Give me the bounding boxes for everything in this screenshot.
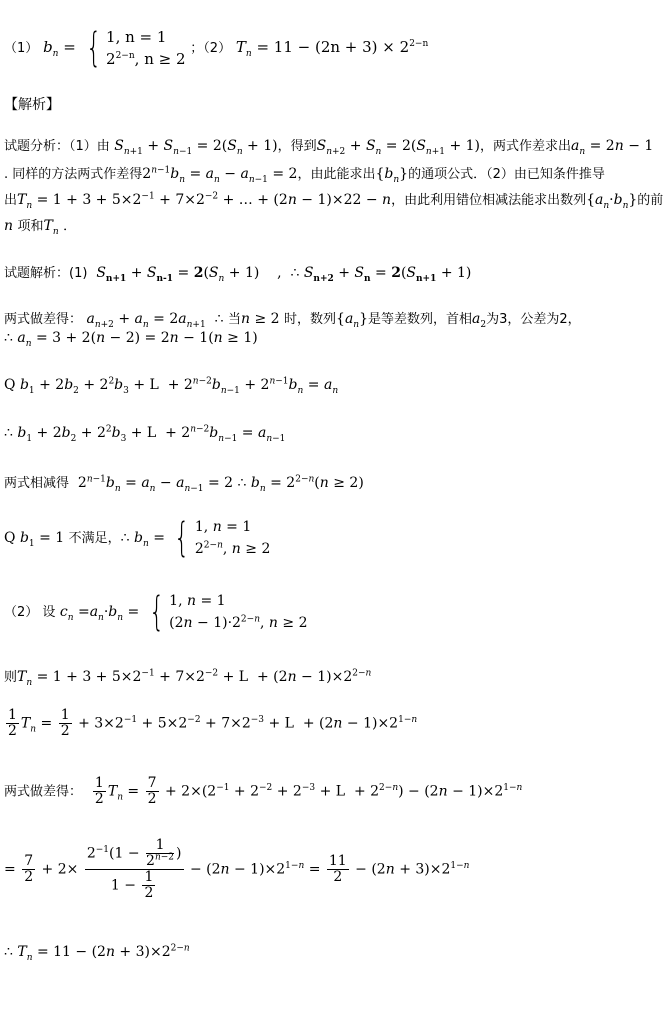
solution-p2-label: （2） 设 <box>4 605 56 620</box>
solution-text: 为3，公差为2， <box>486 312 581 327</box>
analysis-text: ，由此能求出 <box>297 167 376 182</box>
answer-part1-label: （1） <box>4 41 39 56</box>
solution-diff2-label: 两式做差得： <box>4 784 83 800</box>
solution-line7: Q $b_1 = 1$ 不满足，∴ $b_n$ = { 1, n = 1 $2^{2-n}$, n ≥ 2 <box>4 515 271 561</box>
solution-text: 时，数列 <box>284 312 337 327</box>
answer-t: T <box>235 38 246 56</box>
solution-text: 不满足， <box>68 531 121 546</box>
analysis-text: ，由此利用错位相减法能求出数列 <box>391 193 587 208</box>
analysis-text: ，两式作差求出 <box>480 139 572 154</box>
analysis-text: 的通项公式．（2）由已知条件推导 <box>408 167 605 182</box>
answer-t-exp: 2−n <box>409 39 429 49</box>
analysis-text: 的前 <box>637 193 663 208</box>
answer-case1: 1, n = 1 <box>106 28 167 46</box>
analysis-line2: . 同样的方法两式作差得$2^{n-1}b_n = a_n - a_{n-1} = 2$，由此能求出$\{b_n\}$的通项公式．（2）由已知条件推导 <box>4 165 605 185</box>
analysis-line3: 出$T_n = 1 + 3 + 5\times 2^{-1} + 7\times 2^{-2}$ + … + (2n − 1)×22 − n，由此利用错位相减法能求出数列$\{a_n\cdot b_n\}$的前 <box>4 191 663 211</box>
solution-line6: 两式相减得 $2^{n-1}b_n = a_n - a_{n-1} = 2$ ∴ $b_n = 2^{2-n}(n \ge 2)$ <box>4 474 364 494</box>
solution-line9: 则$T_n = 1 + 3 + 5\times 2^{-1} + 7\times 2^{-2} + L + (2n - 1)\times 2^{2-n}$ <box>4 668 372 688</box>
solution-line10: $\frac{1}{2}$ $T_n$ = $\frac{1}{2}$ + $3\times 2^{-1} + 5\times 2^{-2} + 7\times 2^{-3} + L + (2n - 1)\times 2^{1-n}$ <box>8 707 418 739</box>
answer-cases: { 1, n = 1 $2^{2-n}$, n ≥ 2 <box>85 25 186 71</box>
answer-line: （1） $b_n$ = { 1, n = 1 $2^{2-n}$, n ≥ 2 ；（2） $T_n = 11 - (2n + 3) \times 2^{2-n}$ <box>4 25 429 71</box>
solution-line5: ∴ $b_1 + 2b_2 + 2^2b_3 + L + 2^{n-2}b_{n-1} = a_{n-1}$ <box>4 424 286 444</box>
analysis-text: ，得到 <box>277 139 317 154</box>
solution-line8: （2） 设 $c_n =a_n\cdot b_n$ = { 1, n = 1 $(2n - 1)\cdot 2^{2-n}$, n ≥ 2 <box>4 589 308 635</box>
answer-t-rhs: = 11 − (2n + 3) × 2 <box>256 38 410 56</box>
analysis-line1: 试题分析：（1）由 $S_{n+1} + S_{n-1} = 2(S_n + 1)$，得到$S_{n+2} + S_n = 2(S_{n+1} + 1)$，两式作差求出$a_n = 2n - 1$ <box>4 138 654 157</box>
solution-text: 当 <box>227 312 241 327</box>
analysis-line4: n 项和$T_n$ ． <box>4 218 77 237</box>
cn-cases: { 1, n = 1 $(2n - 1)\cdot 2^{2-n}$, n ≥ 2 <box>148 589 308 635</box>
solution-label: 试题解析：(1) <box>4 266 88 281</box>
answer-case2-cond: , n ≥ 2 <box>134 50 186 68</box>
analysis-text: . 同样的方法两式作差得 <box>4 167 143 182</box>
answer-case2-exp: 2−n <box>115 51 135 61</box>
analysis-text: 出 <box>4 193 18 208</box>
answer-b: b <box>43 38 53 56</box>
solution-line13: ∴ $T_n = 11 - (2n + 3)\times 2^{2-n}$ <box>4 943 190 963</box>
solution-sub-label: 两式相减得 <box>4 476 70 491</box>
solution-line12: = $\frac{7}{2}$ + 2× $2^{-1}(1$ − $\frac{1}{2^{n-2}}$ ) 1 − $\frac{1}{2}$ − $(2n - 1)\times 2^{1-n}$ = $\frac{11}{2}$ − $(2n + 3)\times 2^{1-n}$ <box>4 837 470 901</box>
solution-line11: 两式做差得： $\frac{1}{2}$ $T_n$ = $\frac{7}{2}$ + $2\times(2^{-1} + 2^{-2} + 2^{-3} + L + 2^{2-n}) - (2n - 1)\times 2^{1-n}$ <box>4 775 523 807</box>
section-title: 【解析】 <box>4 97 60 113</box>
answer-sep: ；（2） <box>190 41 232 56</box>
solution-line1: 试题解析：(1) $S_{n+1} + S_{n-1} = 2(S_n + 1)$ , ∴ $S_{n+2} + S_n = 2(S_{n+1} + 1)$ <box>4 265 472 284</box>
solution-line4: Q $b_1 + 2b_2 + 2^2b_3 + L + 2^{n-2}b_{n-1} + 2^{n-1}b_n = a_n$ <box>4 376 339 396</box>
analysis-text: 试题分析：（1）由 <box>4 139 110 154</box>
solution-line3: ∴ $a_n = 3 + 2(n - 2) = 2n - 1(n \ge 1)$ <box>4 330 258 349</box>
solution-line2: 两式做差得： $a_{n+2} + a_n = 2a_{n+1}$ ∴ 当n ≥ 2 时，数列$\{a_n\}$是等差数列，首相$a_2$为3，公差为2， <box>4 311 581 330</box>
solution-diff-label: 两式做差得： <box>4 312 83 327</box>
answer-case2: 2 <box>106 50 116 68</box>
analysis-text: 项和 <box>17 219 44 234</box>
analysis-text: ． <box>63 219 77 234</box>
solution-text: 是等差数列，首相 <box>368 312 473 327</box>
solution-then: 则 <box>4 670 18 685</box>
bn-cases: { 1, n = 1 $2^{2-n}$, n ≥ 2 <box>174 515 271 561</box>
